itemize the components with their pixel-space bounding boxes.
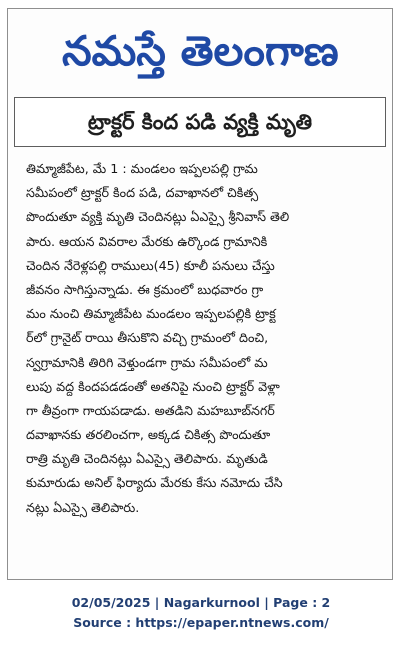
article-line: కుమారుడు అనిల్ ఫిర్యాదు మేరకు కేసు నమోదు చేసి xyxy=(26,475,283,491)
article-line: తిమ్మాజీపేట, మే 1 : మండలం ఇప్పలపల్లి గ్రామ xyxy=(26,161,258,176)
newspaper-clipping xyxy=(7,8,393,580)
article-body xyxy=(26,157,376,520)
footer-date-line: 02/05/2025 | Nagarkurnool | Page : 2 xyxy=(71,595,331,610)
article-line: పారు. ఆయన వివరాల మేరకు ఉర్కొండ గ్రామానికి xyxy=(26,233,268,249)
headline: ట్రాక్టర్ కింద పడి వ్యక్తి మృతి xyxy=(87,109,313,134)
article-line: దవాఖానకు తరలించగా, అక్కడ చికిత్స పొందుతూ xyxy=(26,427,271,443)
article-line: సమీపంలో ట్రాక్టర్ కింద పడి, దవాఖానలో చికిత్స xyxy=(26,185,259,201)
masthead xyxy=(8,9,392,93)
article-line: లుపు వద్ద కిందపడడంతో అతనిపై నుంచి ట్రాక్టర్ వెళ్లా xyxy=(26,378,280,394)
article-line: గా తీవ్రంగా గాయపడాడు. అతడిని మహబూబ్‌నగర్ xyxy=(26,402,275,418)
footer-source-line: Source : https://epaper.ntnews.com/ xyxy=(73,615,329,630)
article-line: రాత్రి మృతి చెందినట్లు ఏఎస్సై తెలిపారు. మృతుడి xyxy=(26,451,268,467)
article-line: మం నుంచి తిమ్మాజీపేట మండలం ఇప్పలపల్లికి ట్రాక్ట xyxy=(26,306,276,322)
article-line: ర్‌లో గ్రానైట్ రాయి తీసుకొని వచ్చి గ్రామంలో దించి, xyxy=(26,330,269,346)
article-line: పొందుతూ వ్యక్తి మృతి చెందినట్లు ఏఎస్సై శ్రీనివాస్ తెలి xyxy=(26,209,290,225)
article-line: జీవనం సాగిస్తున్నాడు. ఈ క్రమంలో బుధవారం గ్రా xyxy=(26,281,264,297)
headline-box xyxy=(14,97,386,147)
article-line: చెందిన నేరెళ్లపల్లి రాములు(45) కూలీ పనులు చేస్తు xyxy=(26,257,275,273)
article-line: స్వగ్రామానికి తిరిగి వెళ్తుండగా గ్రామ సమీపంలో మ xyxy=(26,354,268,370)
masthead-title: నమస్తే తెలంగాణ xyxy=(61,26,339,75)
article-line: నట్లు ఏఎస్సై తెలిపారు. xyxy=(26,499,140,515)
